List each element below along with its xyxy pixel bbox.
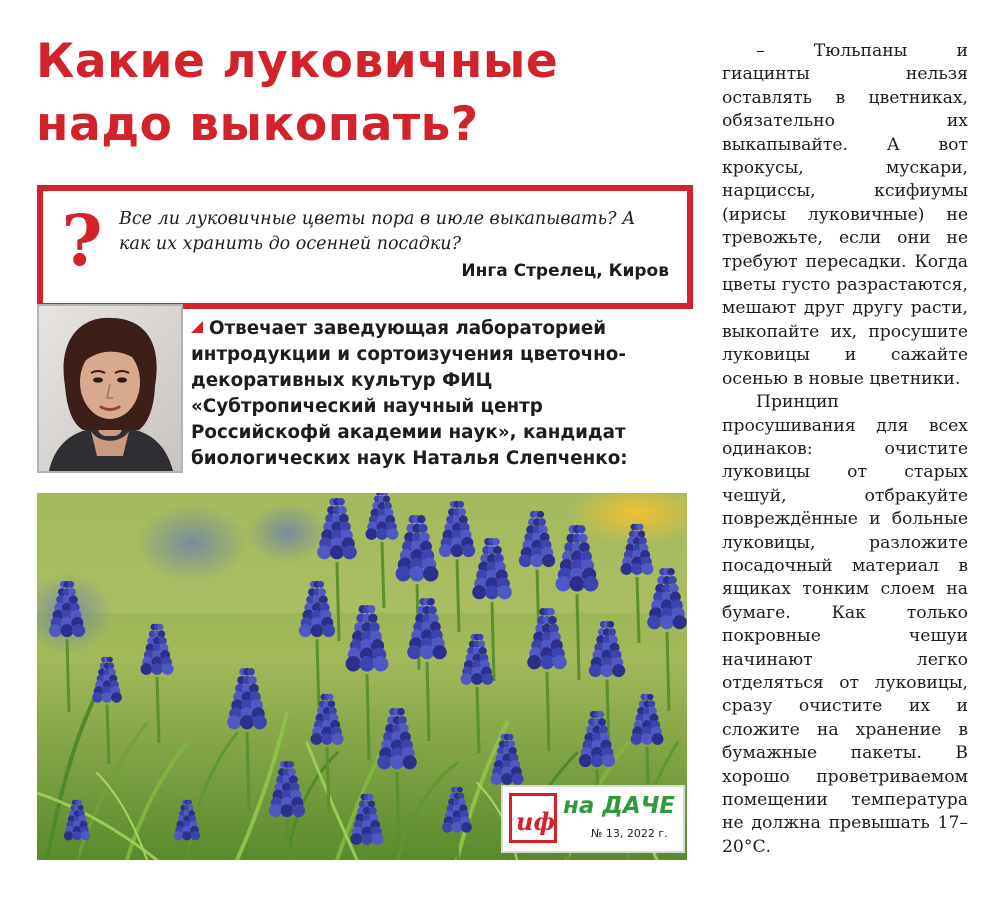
aif-logo-mark xyxy=(509,793,557,843)
question-author: Инга Стрелец, Киров xyxy=(461,261,669,281)
aif-logo-text: иф xyxy=(516,807,556,836)
answer-article xyxy=(722,40,968,859)
headline: Какие луковичные надо выкопать? xyxy=(36,34,559,152)
article-paragraph-2: Принцип просушивания для всех одинаков: очистите луковицы от старых чешуй, отбракуйте повреждённые и больные луковицы, разложите посадочный материал в ящиках тонким слоем на бумаге. Как только покровные чешуи начинают легко отделяться от луковицы, сразу очистите их и сложите на хранение в бумажные пакеты. В хорошо проветриваемом помещении температура не должна превышать 17–20°С. xyxy=(722,392,968,857)
question-text: Все ли луковичные цветы пора в июле выкапывать? А как их хранить до осенней посадки? xyxy=(119,209,636,254)
issue-number: № 13, 2022 г. xyxy=(591,827,668,840)
expert-intro-text: Отвечает заведующая лабораторией интродукции и сортоизучения цветочно-декоративных культур ФИЦ «Субтропический научный центр Российскофй академии наук», кандидат биологических наук Наталья Слепченко: xyxy=(191,318,628,469)
question-mark-icon: ? xyxy=(61,199,103,282)
expert-portrait xyxy=(37,304,183,473)
article-paragraph-1: – Тюльпаны и гиацинты нельзя оставлять в цветниках, обязательно их выкапывайте. А вот крокусы, мускари, нарциссы, ксифиумы (ирисы луковичные) не тревожьте, если они не требуют пересадки. Когда цветы густо разрастаются, мешают друг другу расти, выкопайте их, просушите луковицы и сажайте осенью в новые цветники. xyxy=(722,41,968,389)
triangle-marker-icon xyxy=(191,321,203,333)
aif-na-dache-logo xyxy=(501,785,685,853)
question-box xyxy=(37,185,693,309)
expert-intro xyxy=(191,316,671,472)
na-dache-text: на ДАЧЕ xyxy=(563,793,676,819)
